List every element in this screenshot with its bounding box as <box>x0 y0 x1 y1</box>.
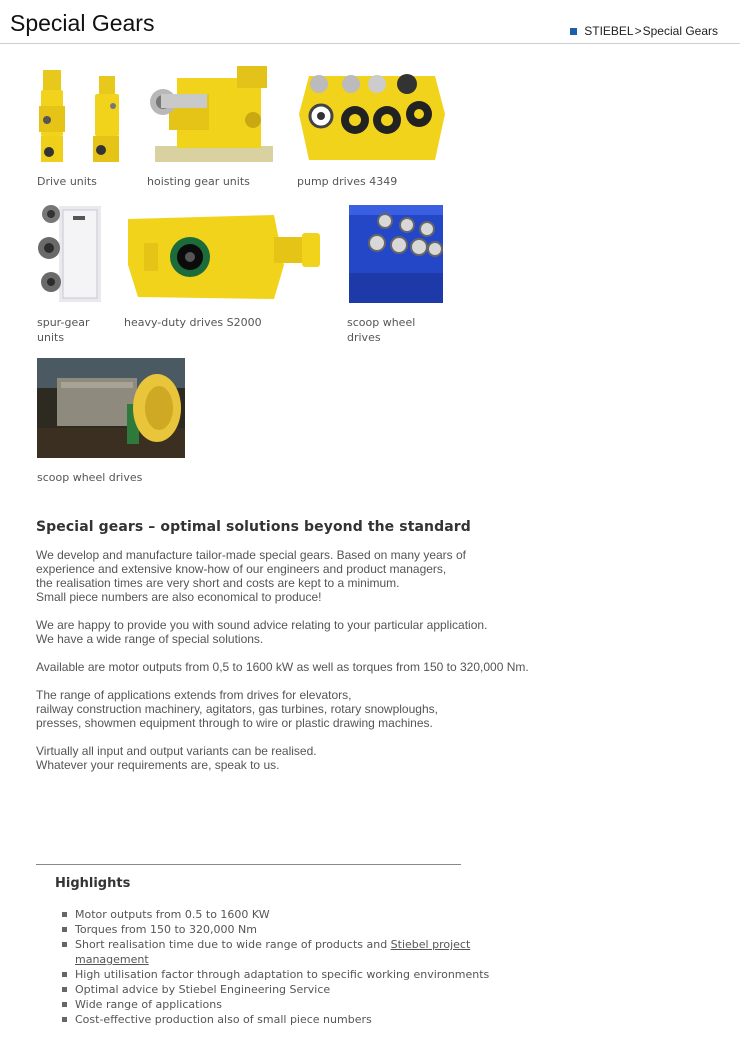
breadcrumb-current: Special Gears <box>642 24 718 38</box>
highlight-text: Motor outputs from 0.5 to 1600 KW <box>75 908 270 921</box>
scoop-wheel-drives-photo-image[interactable] <box>37 358 185 458</box>
breadcrumb <box>570 24 718 38</box>
intro-paragraph: Available are motor outputs from 0,5 to 1600 kW as well as torques from 150 to 320,000 Nm. <box>36 660 529 674</box>
highlight-item <box>62 922 522 937</box>
highlight-text: Cost-effective production also of small piece numbers <box>75 1013 372 1026</box>
intro-body <box>36 548 596 786</box>
intro-paragraph: The range of applications extends from drives for elevators, railway construction machinery, agitators, gas turbines, rotary snowploughs, presses, showmen equipment through to wire or plastic drawing machines. <box>36 688 438 730</box>
highlight-text: Torques from 150 to 320,000 Nm <box>75 923 257 936</box>
highlight-item <box>62 997 522 1012</box>
highlight-item <box>62 907 522 922</box>
highlight-item <box>62 982 522 997</box>
product-caption: Drive units <box>37 175 97 188</box>
product-scoop-wheel-drives-blue[interactable] <box>347 203 457 348</box>
intro-paragraph: We develop and manufacture tailor-made special gears. Based on many years of experience and extensive know-how of our engineers and product managers, the realisation times are very short and costs are kept to a minimum. Small piece numbers are also economical to produce! <box>36 548 467 604</box>
highlight-item <box>62 1012 522 1027</box>
highlights-list <box>62 907 522 1027</box>
highlights-divider <box>36 864 461 865</box>
breadcrumb-separator: > <box>634 24 642 38</box>
highlight-text: Optimal advice by Stiebel Engineering Service <box>75 983 331 996</box>
product-heavy-duty-drives[interactable] <box>124 205 334 347</box>
spur-gear-units-image[interactable] <box>37 202 107 306</box>
product-caption <box>347 315 447 345</box>
scoop-wheel-drives-blue-image[interactable] <box>347 203 445 305</box>
heavy-duty-drives-image[interactable] <box>124 205 324 305</box>
highlight-text: High utilisation factor through adaptation to specific working environments <box>75 968 490 981</box>
product-caption-text: spur-gear units <box>37 316 90 344</box>
page-header <box>0 0 740 44</box>
product-caption: scoop wheel drives <box>37 471 143 484</box>
product-scoop-wheel-drives-photo[interactable] <box>37 358 197 488</box>
product-caption: pump drives 4349 <box>297 175 398 188</box>
intro-paragraph: Virtually all input and output variants can be realised. Whatever your requirements are, speak to us. <box>36 744 317 772</box>
breadcrumb-marker-icon <box>570 28 577 35</box>
product-caption: hoisting gear units <box>147 175 250 188</box>
product-caption: heavy-duty drives S2000 <box>124 316 262 329</box>
highlight-text: Short realisation time due to wide range of products and <box>75 938 391 951</box>
product-pump-drives[interactable] <box>297 64 457 196</box>
product-spur-gear-units[interactable] <box>37 202 117 347</box>
intro-paragraph: We are happy to provide you with sound advice relating to your particular application. We have a wide range of special solutions. <box>36 618 488 646</box>
highlights-title: Highlights <box>55 876 131 891</box>
highlight-text: Wide range of applications <box>75 998 222 1011</box>
stiebel-project-management-link[interactable]: Stiebel project management <box>75 938 471 966</box>
product-caption <box>37 315 117 345</box>
product-drive-units[interactable] <box>37 66 137 196</box>
page-title: Special Gears <box>10 10 155 36</box>
product-hoisting-gear-units[interactable] <box>147 64 287 196</box>
pump-drives-image[interactable] <box>297 64 447 164</box>
section-heading: Special gears – optimal solutions beyond the standard <box>36 519 471 535</box>
highlight-item <box>62 967 522 982</box>
product-caption-text: scoop wheel drives <box>347 316 416 344</box>
drive-units-image[interactable] <box>37 66 127 166</box>
hoisting-gear-units-image[interactable] <box>147 64 277 164</box>
breadcrumb-root-link[interactable]: STIEBEL <box>584 24 634 38</box>
highlight-item <box>62 937 522 967</box>
